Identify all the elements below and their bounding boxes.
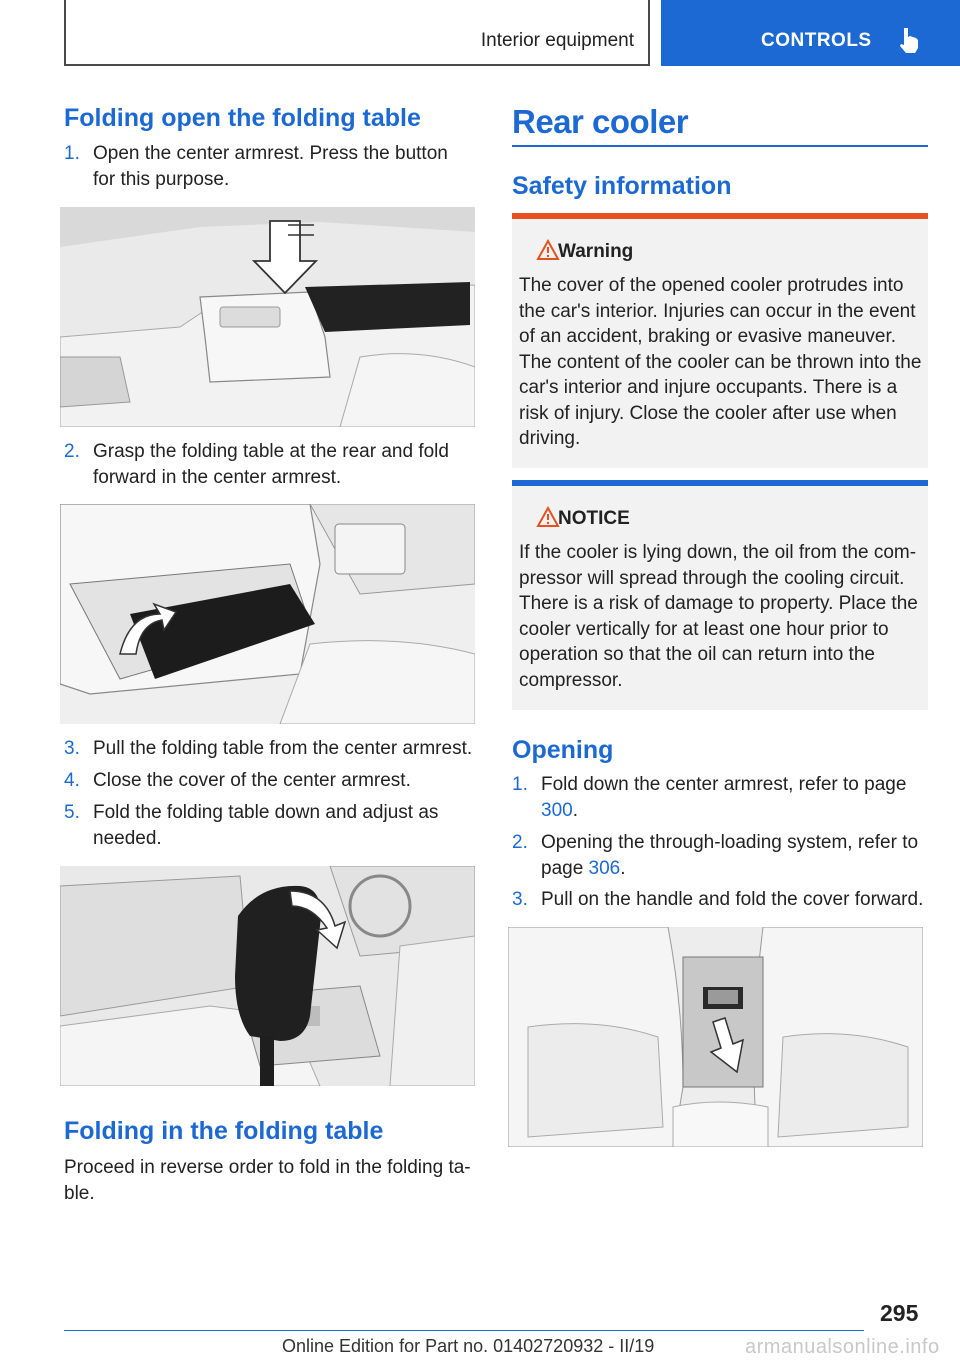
pointing-hand-icon xyxy=(897,26,921,54)
heading-safety-information: Safety information xyxy=(512,172,732,200)
step-text: Pull the folding table from the center armrest. xyxy=(93,738,473,759)
page-link-306[interactable]: 306 xyxy=(588,858,621,879)
page-number: 295 xyxy=(880,1300,919,1326)
warning-box xyxy=(512,213,928,468)
step-3-right xyxy=(512,887,932,913)
header-chapter-label: CONTROLS xyxy=(761,30,872,51)
footer-rule xyxy=(64,1330,864,1331)
folding-in-paragraph: Proceed in reverse order to fold in the folding ta-ble. xyxy=(64,1157,471,1204)
page-link-300[interactable]: 300 xyxy=(541,800,573,821)
warning-label: Warning xyxy=(558,241,634,262)
step-suffix: . xyxy=(620,858,626,879)
step-number: 3. xyxy=(64,738,80,759)
warning-text: The cover of the opened cooler protrudes into the car's interior. Injuries can occur in the event of an accident, braking or evasive maneuver. The content of the cooler can be thrown into the car's interior and injure occupants. There is a risk of injury. Close the cooler after use when driving. xyxy=(519,275,922,449)
footer-edition: Online Edition for Part no. 01402720932 - II/19 xyxy=(282,1336,655,1356)
step-text: Opening the through-loading system, refer to page xyxy=(541,832,919,879)
step-text: Grasp the folding table at the rear and fold forward in the center armrest. xyxy=(93,441,449,488)
step-text: Close the cover of the center armrest. xyxy=(93,770,411,791)
figure-folding-table-down xyxy=(60,866,475,1086)
step-3-left xyxy=(64,736,476,762)
heading-folding-open: Folding open the folding table xyxy=(64,104,421,132)
step-2-right xyxy=(512,830,928,882)
step-text: Fold the folding table down and adjust as needed. xyxy=(93,802,439,849)
step-number: 1. xyxy=(64,143,80,164)
notice-box xyxy=(512,480,928,710)
step-text: Fold down the center armrest, refer to page xyxy=(541,774,907,795)
notice-text: If the cooler is lying down, the oil from the com-pressor will spread through the cooling circuit. There is a risk of damage to property. Place the cooler vertically for at least one hour prior to operation so that the oil can return into the compressor. xyxy=(519,542,918,691)
notice-label: NOTICE xyxy=(558,508,630,529)
warning-bar xyxy=(512,213,928,219)
step-1-right xyxy=(512,772,926,824)
step-2-left xyxy=(64,439,464,491)
heading-folding-in: Folding in the folding table xyxy=(64,1117,384,1145)
notice-bar xyxy=(512,480,928,486)
figure-armrest-table-fold xyxy=(60,504,475,724)
title-rule xyxy=(512,145,928,147)
footer-watermark: armanualsonline.info xyxy=(745,1336,940,1358)
step-1-left xyxy=(64,141,464,193)
step-5-left xyxy=(64,800,464,852)
step-4-left xyxy=(64,768,464,794)
step-text: Pull on the handle and fold the cover forward. xyxy=(541,889,924,910)
step-number: 2. xyxy=(64,441,80,462)
header-chapter-tab[interactable] xyxy=(661,0,960,66)
header-section-label: Interior equipment xyxy=(480,30,634,51)
notice-triangle-icon xyxy=(536,506,560,528)
step-number: 1. xyxy=(512,774,528,795)
heading-rear-cooler: Rear cooler xyxy=(512,103,689,140)
step-number: 2. xyxy=(512,832,528,853)
step-suffix: . xyxy=(572,800,578,821)
step-number: 3. xyxy=(512,889,528,910)
heading-opening: Opening xyxy=(512,736,614,764)
warning-triangle-icon xyxy=(536,239,560,261)
header-section-tab xyxy=(64,0,650,66)
step-text: Open the center armrest. Press the button for this purpose. xyxy=(93,143,448,190)
figure-armrest-button xyxy=(60,207,475,427)
step-number: 5. xyxy=(64,802,80,823)
step-number: 4. xyxy=(64,770,80,791)
figure-rear-cooler-cover xyxy=(508,927,923,1147)
